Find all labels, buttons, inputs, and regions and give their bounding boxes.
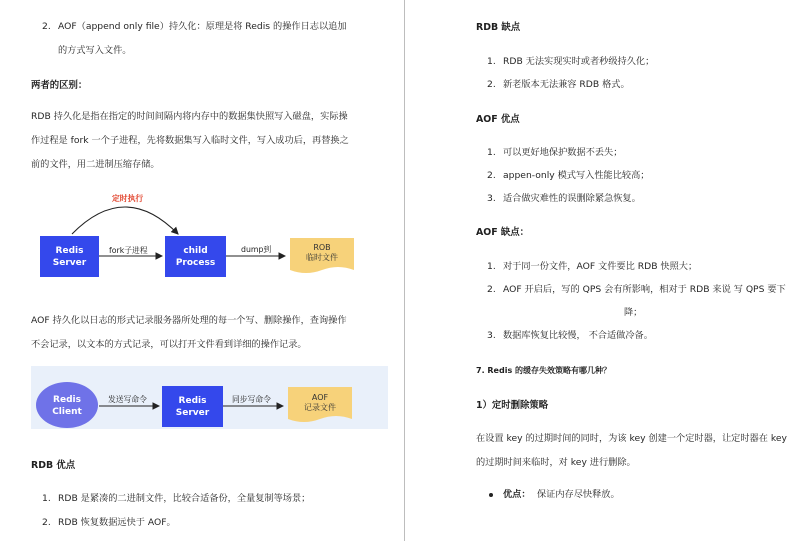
page-divider — [404, 0, 405, 541]
aof-pro-item: appen-only 模式写入性能比较高； — [503, 170, 650, 181]
box-label-line1: Redis — [55, 245, 84, 256]
pro-bold-label: 优点： — [503, 489, 531, 500]
box-label-line2: Server — [175, 407, 210, 418]
sync-label: 同步写命令 — [232, 395, 271, 404]
sub1-line1: 在设置 key 的过期时间的同时，为该 key 创建一个定时器，让定时器在 key — [476, 433, 787, 444]
list-number: 2. — [487, 79, 496, 90]
list-number: 1. — [487, 261, 496, 272]
redis-server-box — [40, 236, 99, 277]
q7-heading: 7. Redis 的缓存失效策略有哪几种？ — [476, 366, 611, 375]
aof-con-item: AOF 开启后，写的 QPS 会有所影响，相对于 RDB 来说 写 QPS 要下 — [503, 284, 786, 295]
list-number: 1. — [42, 493, 51, 504]
doc-label-line1: ROB — [313, 243, 331, 252]
redis-server-box-2 — [162, 386, 223, 427]
doc-label-line2: 记录文件 — [304, 403, 336, 412]
arc-label: 定时执行 — [112, 194, 144, 203]
box-label-line2: Server — [52, 257, 87, 268]
box-label-line2: Process — [175, 257, 216, 268]
dump-label: dump到 — [241, 245, 272, 254]
rdb-con-item: RDB 无法实现实时或者秒级持久化； — [503, 56, 655, 67]
aof-pros-heading: AOF 优点 — [476, 114, 520, 125]
aof-item-line1: AOF（append only file）持久化：原理是将 Redis 的操作日志以追加 — [58, 21, 347, 32]
doc-label-line2: 临时文件 — [306, 253, 338, 262]
aof-pro-item: 可以更好地保护数据不丢失； — [503, 147, 623, 158]
box-label-line1: Redis — [178, 395, 207, 406]
redis-client-ellipse — [36, 383, 98, 429]
rdb-cons-heading: RDB 缺点 — [476, 22, 521, 33]
rdb-pro-item: RDB 是紧凑的二进制文件，比较合适备份，全量复制等场景； — [58, 493, 311, 504]
child-process-box — [165, 236, 226, 277]
bullet-dot — [489, 493, 493, 497]
list-number: 1. — [487, 147, 496, 158]
aof-pro-item: 适合做灾难性的误删除紧急恢复。 — [503, 193, 641, 204]
list-number: 1. — [487, 56, 496, 67]
list-number: 2. — [42, 21, 51, 32]
rdb-con-item: 新老版本无法兼容 RDB 格式。 — [503, 79, 630, 90]
doc-label-line1: AOF — [311, 393, 329, 402]
rdb-desc-line3: 前的文件，用二进制压缩存储。 — [31, 159, 160, 170]
diff-heading: 两者的区别： — [31, 80, 88, 91]
aof-desc-line1: AOF 持久化以日志的形式记录服务器所处理的每一个写、删除操作，查询操作 — [31, 315, 347, 326]
aof-desc-line2: 不会记录，以文本的方式记录，可以打开文件看到详细的操作记录。 — [31, 339, 307, 350]
rdb-desc-line2: 作过程是 fork 一个子进程，先将数据集写入临时文件，写入成功后，再替换之 — [31, 135, 349, 146]
send-label: 发送写命令 — [108, 395, 147, 404]
box-label-line1: Redis — [53, 395, 81, 405]
list-number: 2. — [42, 517, 51, 528]
box-label-line1: child — [183, 245, 208, 256]
list-number: 3. — [487, 193, 496, 204]
list-number: 2. — [487, 284, 496, 295]
pro-text: 保证内存尽快释放。 — [537, 489, 620, 500]
list-number: 2. — [487, 170, 496, 181]
aof-con-item: 对于同一份文件，AOF 文件要比 RDB 快照大； — [503, 261, 698, 272]
aof-record-file — [288, 392, 352, 416]
aof-item-line2: 的方式写入文件。 — [58, 45, 132, 56]
rdb-pro-item: RDB 恢复数据远快于 AOF。 — [58, 517, 176, 528]
right-page — [408, 0, 800, 541]
rob-temp-file — [290, 242, 354, 266]
schedule-arc-arrow — [72, 207, 178, 234]
sub1-line2: 的过期时间来临时，对 key 进行删除。 — [476, 457, 636, 468]
rdb-desc-line1: RDB 持久化是指在指定的时间间隔内将内存中的数据集快照写入磁盘，实际操 — [31, 111, 348, 122]
aof-cons-heading: AOF 缺点： — [476, 227, 530, 238]
list-number: 3. — [487, 330, 496, 341]
fork-label: fork子进程 — [109, 246, 148, 255]
aof-con-item: 数据库恢复比较慢， 不合适做冷备。 — [503, 330, 653, 341]
sub1-heading: 1）定时删除策略 — [476, 400, 549, 411]
aof-con-item-cont: 降； — [624, 307, 643, 318]
box-label-line2: Client — [52, 407, 82, 417]
rdb-pros-heading: RDB 优点 — [31, 460, 76, 471]
